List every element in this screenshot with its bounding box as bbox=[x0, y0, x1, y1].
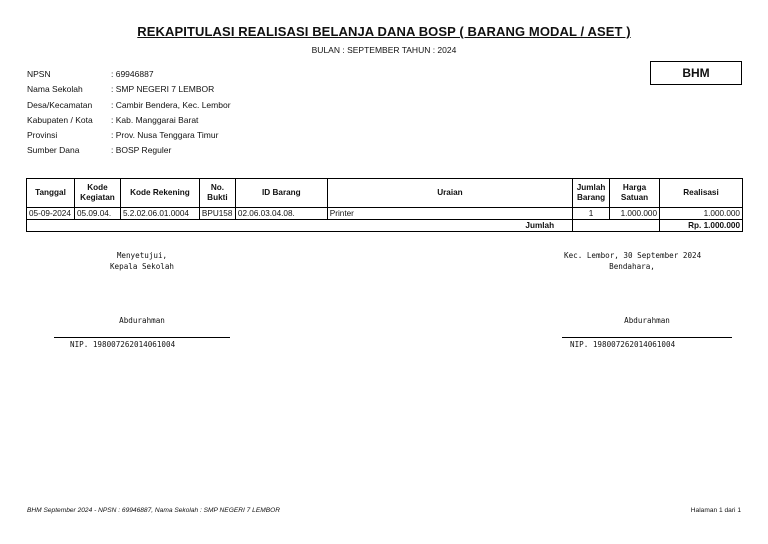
cell-harga-satuan: 1.000.000 bbox=[610, 208, 660, 220]
report-code-badge: BHM bbox=[650, 61, 742, 85]
col-header-tanggal: Tanggal bbox=[27, 179, 75, 208]
cell-id-barang: 02.06.03.04.08. bbox=[235, 208, 327, 220]
info-label: Nama Sekolah bbox=[27, 84, 83, 95]
info-value: : BOSP Reguler bbox=[111, 145, 172, 156]
info-row-school-name bbox=[27, 84, 231, 99]
left-signer-name: Abdurahman bbox=[119, 316, 165, 325]
left-signer-role: Kepala Sekolah bbox=[109, 262, 174, 271]
info-label: Desa/Kecamatan bbox=[27, 99, 93, 110]
info-value: : Kab. Manggarai Barat bbox=[111, 114, 199, 125]
document-title: REKAPITULASI REALISASI BELANJA DANA BOSP ( BARANG MODAL / ASET ) bbox=[137, 24, 631, 39]
info-value: : Cambir Bendera, Kec. Lembor bbox=[111, 99, 231, 110]
cell-kode-rekening: 5.2.02.06.01.0004 bbox=[120, 208, 199, 220]
right-signer-nip: NIP. 198007262014061004 bbox=[570, 340, 676, 349]
left-signature-line bbox=[54, 337, 230, 338]
right-signature-line bbox=[562, 337, 732, 338]
info-row-regency bbox=[27, 115, 231, 130]
cell-tanggal: 05-09-2024 bbox=[27, 208, 75, 220]
cell-no-bukti: BPU158 bbox=[199, 208, 235, 220]
col-header-kode-kegiatan: Kode Kegiatan bbox=[74, 179, 120, 208]
info-row-npsn bbox=[27, 69, 231, 84]
info-label: NPSN bbox=[27, 69, 51, 79]
footer-document-info: BHM September 2024 - NPSN : 69946887, Nama Sekolah : SMP NEGERI 7 LEMBOR bbox=[27, 507, 280, 514]
footer-page-number: Halaman 1 dari 1 bbox=[690, 507, 741, 514]
info-label: Sumber Dana bbox=[27, 145, 80, 156]
col-header-realisasi: Realisasi bbox=[660, 179, 743, 208]
col-header-no-bukti: No. Bukti bbox=[199, 179, 235, 208]
info-label: Kabupaten / Kota bbox=[27, 114, 93, 125]
left-approval-label: Menyetujui, bbox=[116, 251, 168, 260]
total-label: Jumlah bbox=[27, 220, 573, 232]
col-header-jumlah-barang: Jumlah Barang bbox=[573, 179, 610, 208]
document-subtitle: BULAN : SEPTEMBER TAHUN : 2024 bbox=[311, 45, 457, 55]
cell-jumlah-barang: 1 bbox=[573, 208, 610, 220]
left-signer-nip: NIP. 198007262014061004 bbox=[70, 340, 176, 349]
right-place-date: Kec. Lembor, 30 September 2024 bbox=[564, 251, 702, 260]
cell-kode-kegiatan: 05.09.04. bbox=[74, 208, 120, 220]
info-row-province bbox=[27, 130, 231, 145]
table-total-row bbox=[27, 220, 743, 232]
info-row-fund-source bbox=[27, 145, 231, 160]
table-header-row bbox=[27, 179, 743, 208]
col-header-harga-satuan: Harga Satuan bbox=[610, 179, 660, 208]
info-label: Provinsi bbox=[27, 130, 58, 141]
info-row-village bbox=[27, 100, 231, 115]
cell-realisasi: 1.000.000 bbox=[660, 208, 743, 220]
table-row bbox=[27, 208, 743, 220]
expenditure-table bbox=[26, 178, 743, 232]
total-value: Rp. 1.000.000 bbox=[660, 220, 743, 232]
right-signer-name: Abdurahman bbox=[624, 316, 670, 325]
info-value: : 69946887 bbox=[111, 69, 154, 79]
right-signer-role: Bendahara, bbox=[609, 262, 655, 271]
school-info bbox=[27, 69, 231, 161]
total-spacer bbox=[573, 220, 660, 232]
col-header-kode-rekening: Kode Rekening bbox=[120, 179, 199, 208]
col-header-id-barang: ID Barang bbox=[235, 179, 327, 208]
info-value: : SMP NEGERI 7 LEMBOR bbox=[111, 84, 215, 95]
col-header-uraian: Uraian bbox=[327, 179, 572, 208]
cell-uraian: Printer bbox=[327, 208, 572, 220]
info-value: : Prov. Nusa Tenggara Timur bbox=[111, 130, 219, 141]
